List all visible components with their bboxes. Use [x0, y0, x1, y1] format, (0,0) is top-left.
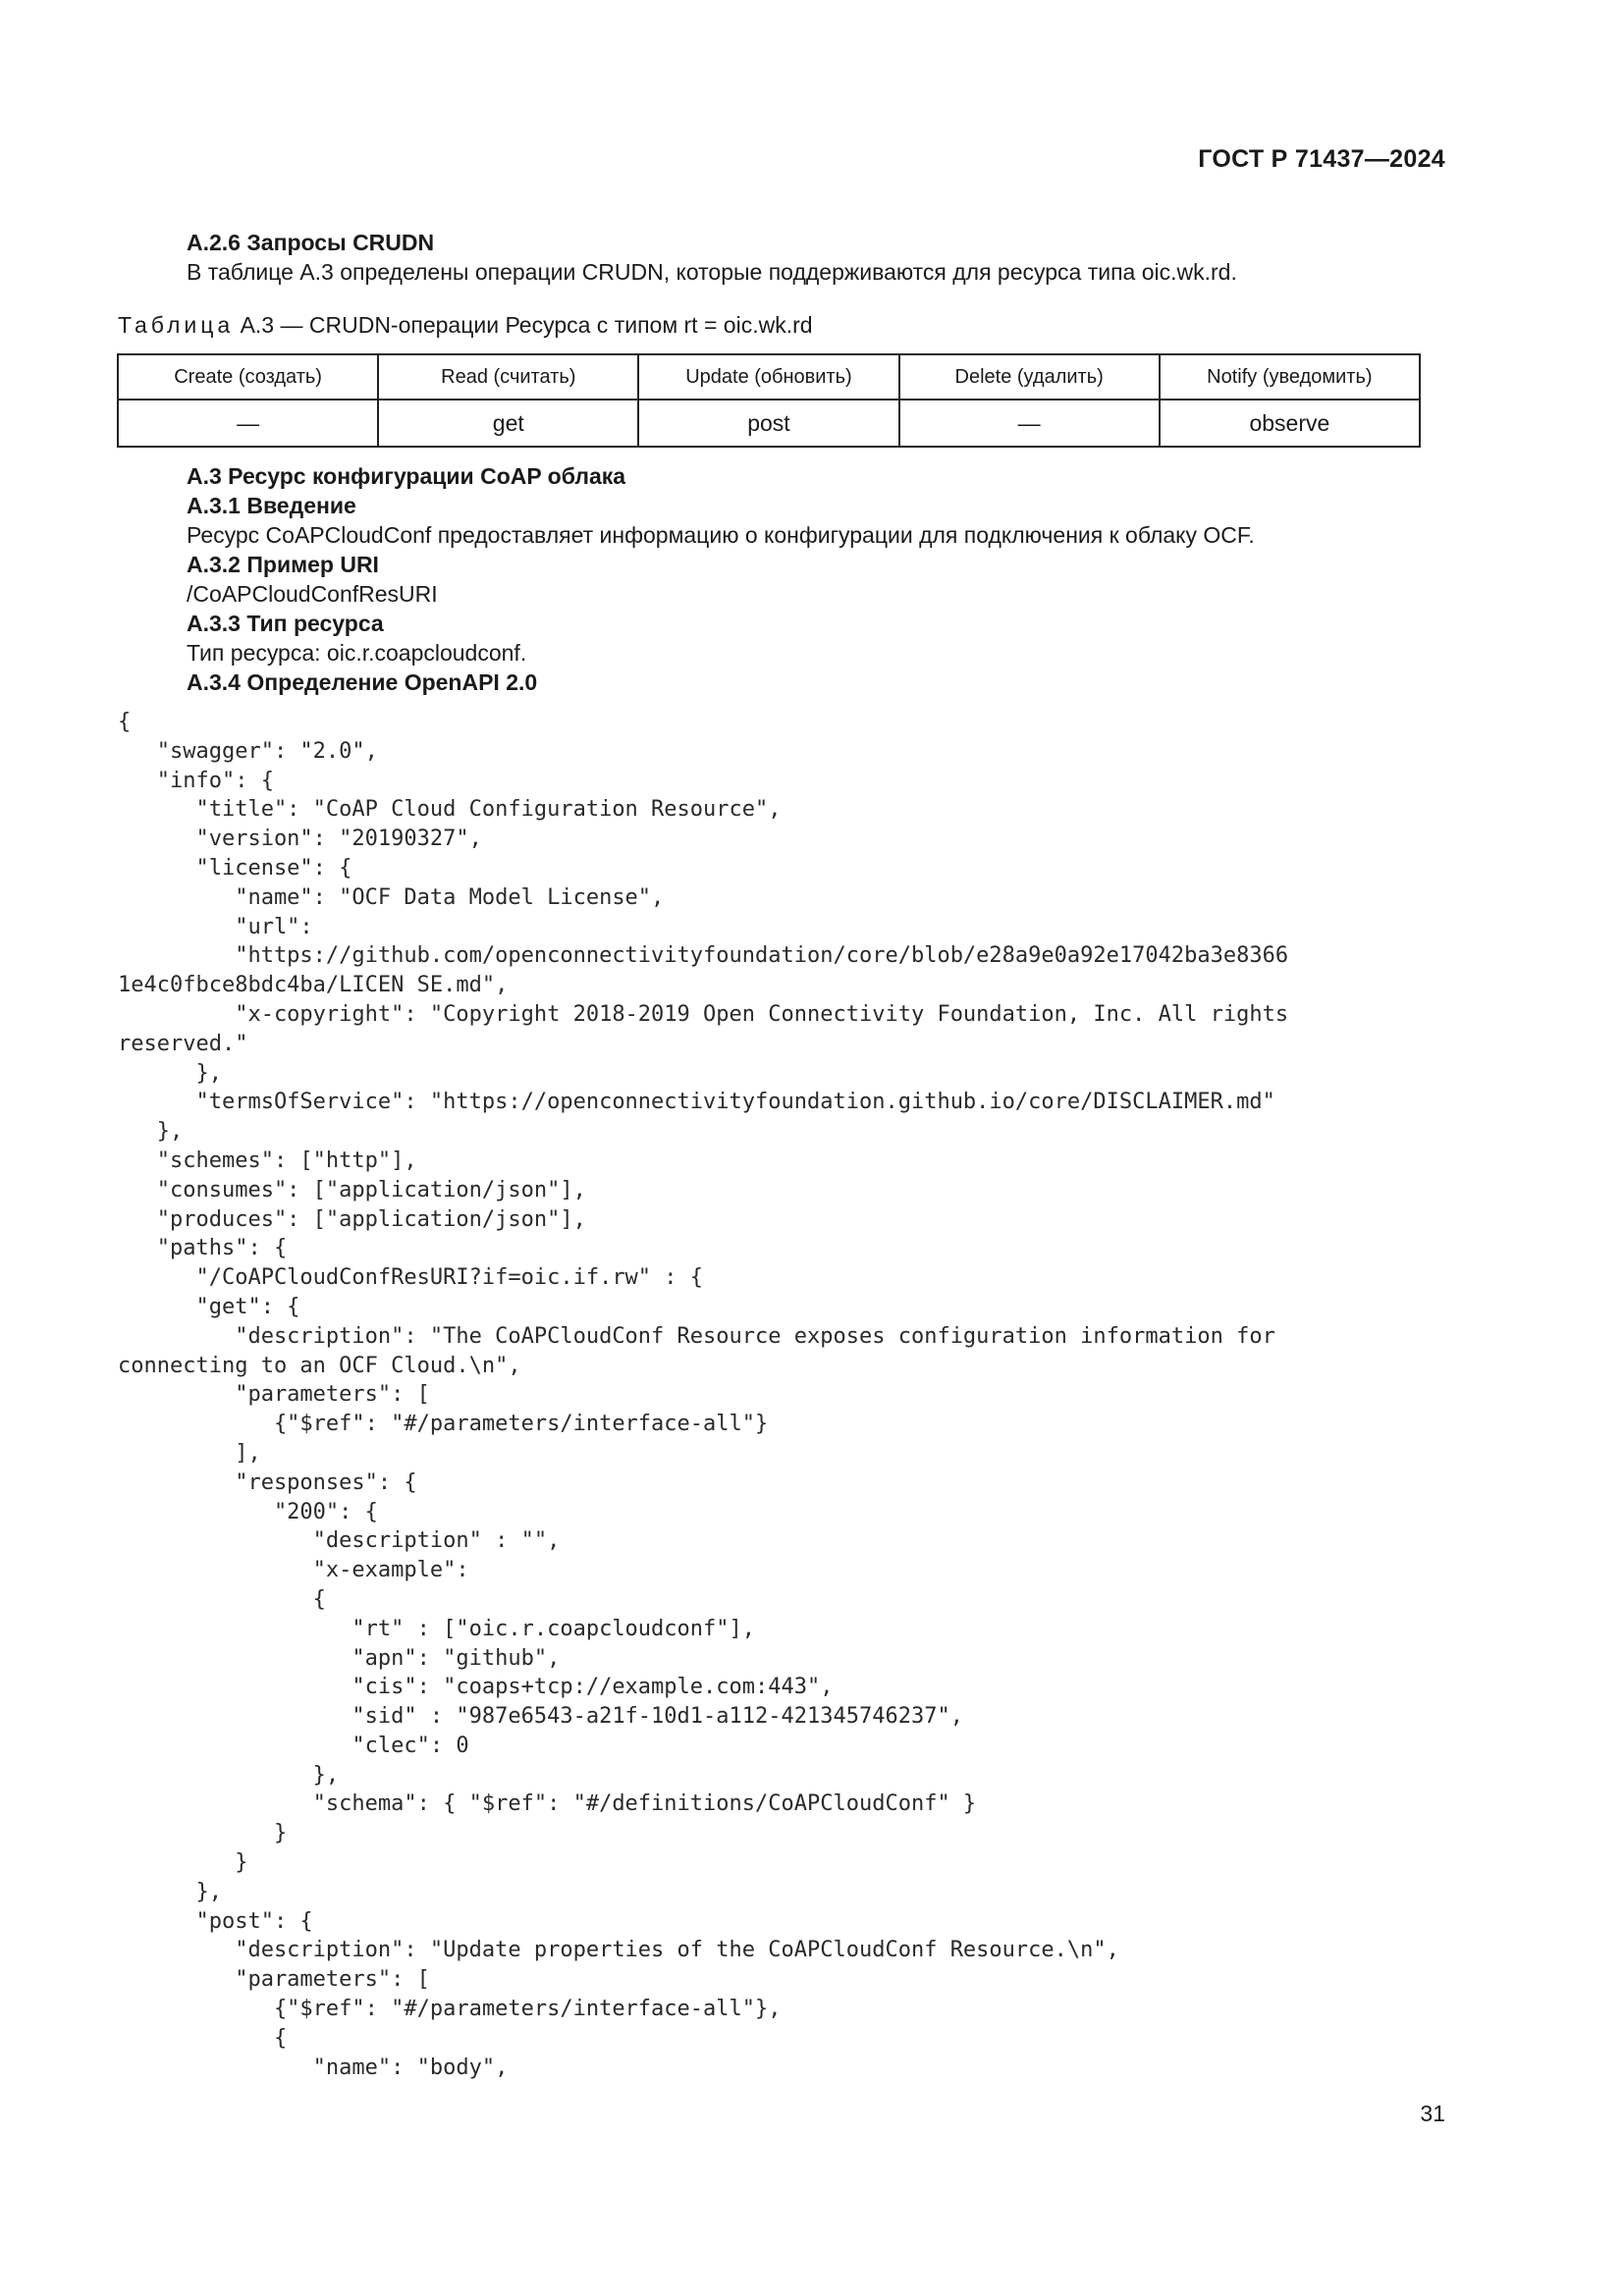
header-create: Create (создать) — [118, 354, 378, 400]
section-a26 — [187, 228, 1237, 287]
standard-designation: ГОСТ Р 71437—2024 — [1198, 145, 1445, 173]
cell-read: get — [378, 400, 638, 447]
table-row — [118, 400, 1420, 447]
cell-update: post — [638, 400, 898, 447]
section-heading-a33: А.3.3 Тип ресурса — [187, 611, 384, 636]
section-a3 — [187, 461, 1255, 697]
section-heading-a34: А.3.4 Определение OpenAPI 2.0 — [187, 669, 538, 695]
table-header-row — [118, 354, 1420, 400]
header-delete: Delete (удалить) — [899, 354, 1160, 400]
cell-notify: observe — [1160, 400, 1420, 447]
cell-delete: — — [899, 400, 1160, 447]
header-update: Update (обновить) — [638, 354, 898, 400]
section-heading-a26: А.2.6 Запросы CRUDN — [187, 230, 435, 255]
section-text-a33: Тип ресурса: oic.r.coapcloudconf. — [187, 640, 527, 666]
page-number: 31 — [1420, 2101, 1445, 2126]
section-heading-a32: А.3.2 Пример URI — [187, 552, 379, 577]
crudn-table — [117, 353, 1421, 448]
header-notify: Notify (уведомить) — [1160, 354, 1420, 400]
header-read: Read (считать) — [378, 354, 638, 400]
section-text-a32: /CoAPCloudConfResURI — [187, 581, 438, 607]
table-caption-text: А.3 — CRUDN-операции Ресурса с типом rt = oic.wk.rd — [234, 312, 813, 338]
table-caption-prefix: Таблица — [118, 312, 235, 338]
section-text-a31: Ресурс CoAPCloudConf предоставляет информацию о конфигурации для подключения к облаку OCF. — [187, 522, 1255, 548]
section-heading-a3: А.3 Ресурс конфигурации CoAP облака — [187, 463, 626, 489]
table-caption — [118, 312, 813, 339]
openapi-code-block: { "swagger": "2.0", "info": { "title": "CoAP Cloud Configuration Resource", "version": "20190327", "license": { "name": "OCF Data Model License", "url": "https://github.com/openconnectivityfoundation/core/blob/e28a9e0a92e17042ba3e8366 1e4c0fbce8bdc4ba/LICEN SE.md", "x-copyright": "Copyright 2018-2019 Open Connectivity Foundation, Inc. All rights reserved." }, "termsOfService": "https://openconnectivityfoundation.github.io/core/DISCLAIMER.md" }, "schemes": ["http"], "consumes": ["application/json"], "produces": ["application/json"], "paths": { "/CoAPCloudConfResURI?if=oic.if.rw" : { "get": { "description": "The CoAPCloudConf Resource exposes configuration information for connecting to an OCF Cloud.\n", "parameters": [ {"$ref": "#/parameters/interface-all"} ], "responses": { "200": { "description" : "", "x-example": { "rt" : ["oic.r.coapcloudconf"], "apn": "github", "cis": "coaps+tcp://example.com:443", "sid" : "987e6543-a21f-10d1-a112-421345746237", "clec": 0 }, "schema": { "$ref": "#/definitions/CoAPCloudConf" } } } }, "post": { "description": "Update properties of the CoAPCloudConf Resource.\n", "parameters": [ {"$ref": "#/parameters/interface-all"}, { "name": "body", — [118, 710, 1289, 2080]
cell-create: — — [118, 400, 378, 447]
section-heading-a31: А.3.1 Введение — [187, 493, 356, 518]
section-text-a26: В таблице А.3 определены операции CRUDN, которые поддерживаются для ресурса типа oic.wk.rd. — [187, 259, 1237, 285]
